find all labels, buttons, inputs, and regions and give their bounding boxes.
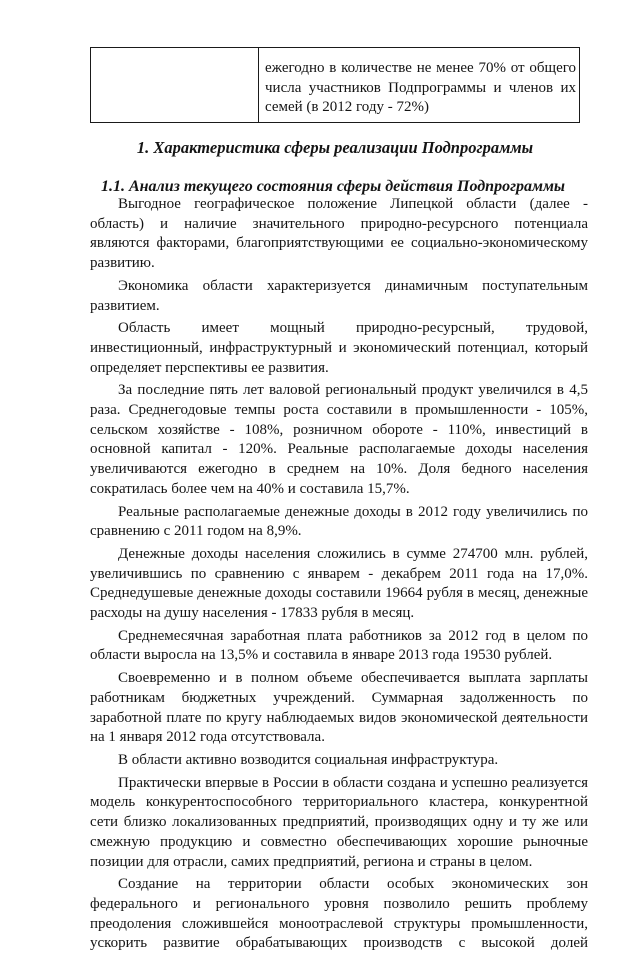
paragraph: В области активно возводится социальная инфраструктура. <box>118 751 499 768</box>
subsection-title: 1.1. Анализ текущего состояния сферы действия Подпрограммы <box>100 178 565 195</box>
paragraph: Область имеет мощный природно-ресурсный, трудовой, инвестиционный, инфраструктурный и экономический потенциал, который определяет перспективы ее развития. <box>90 320 588 376</box>
paragraph: Экономика области характеризуется динамичным поступательным развитием. <box>90 277 588 314</box>
body-text <box>90 195 588 957</box>
table-fragment <box>90 47 580 123</box>
paragraph: Практически впервые в России в области создана и успешно реализуется модель конкурентоспособного территориального кластера, конкурентной сети близко локализованных предприятий, производящих одну и ту же или смежную продукцию и совместно обеспечивающих хорошие рыночные позиции для отрасли, самих предприятий, региона и страны в целом. <box>90 774 588 870</box>
paragraph: Реальные располагаемые денежные доходы в 2012 году увеличились по сравнению с 2011 годом на 8,9%. <box>90 503 588 540</box>
table-row <box>91 48 580 123</box>
section-title: 1. Характеристика сферы реализации Подпрограммы <box>136 138 534 157</box>
table-cell-text: ежегодно в количестве не менее 70% от общего числа участников Подпрограммы и членов их семей (в 2012 году - 72%) <box>259 48 580 123</box>
paragraph: Создание на территории области особых экономических зон федерального и регионального уровня позволило решить проблему преодоления сложившейся моноотраслевой структуры промышленности, ускорить развитие обрабатывающих производств с высокой долей <box>90 876 588 952</box>
paragraph: Своевременно и в полном объеме обеспечивается выплата зарплаты работникам бюджетных учреждений. Суммарная задолженность по заработной плате по кругу наблюдаемых видов экономической деятельности на 1 января 2012 года отсутствовала. <box>90 670 588 746</box>
paragraph: Выгодное географическое положение Липецкой области (далее - область) и наличие значительного природно-ресурсного потенциала являются факторами, благоприятствующими ее социально-экономическому развитию. <box>90 196 588 272</box>
paragraph: За последние пять лет валовой региональный продукт увеличился в 4,5 раза. Среднегодовые темпы роста составили в промышленности - 105%, сельском хозяйстве - 108%, розничном обороте - 110%, инвестиций в основной капитал - 120%. Реальные располагаемые доходы населения увеличиваются ежегодно в среднем на 10%. Доля бедного населения сократилась более чем на 40% и составила 15,7%. <box>90 382 588 497</box>
paragraph: Денежные доходы населения сложились в сумме 274700 млн. рублей, увеличившись по сравнению с январем - декабрем 2011 года на 17,0%. Среднедушевые денежные доходы составили 19664 рубля в месяц, денежные расходы на душу населения - 17833 рубля в месяц. <box>90 545 588 622</box>
table-cell-empty <box>91 48 259 123</box>
paragraph: Среднемесячная заработная плата работников за 2012 год в целом по области выросла на 13,5% и составила в январе 2013 года 19530 рублей. <box>90 627 588 664</box>
